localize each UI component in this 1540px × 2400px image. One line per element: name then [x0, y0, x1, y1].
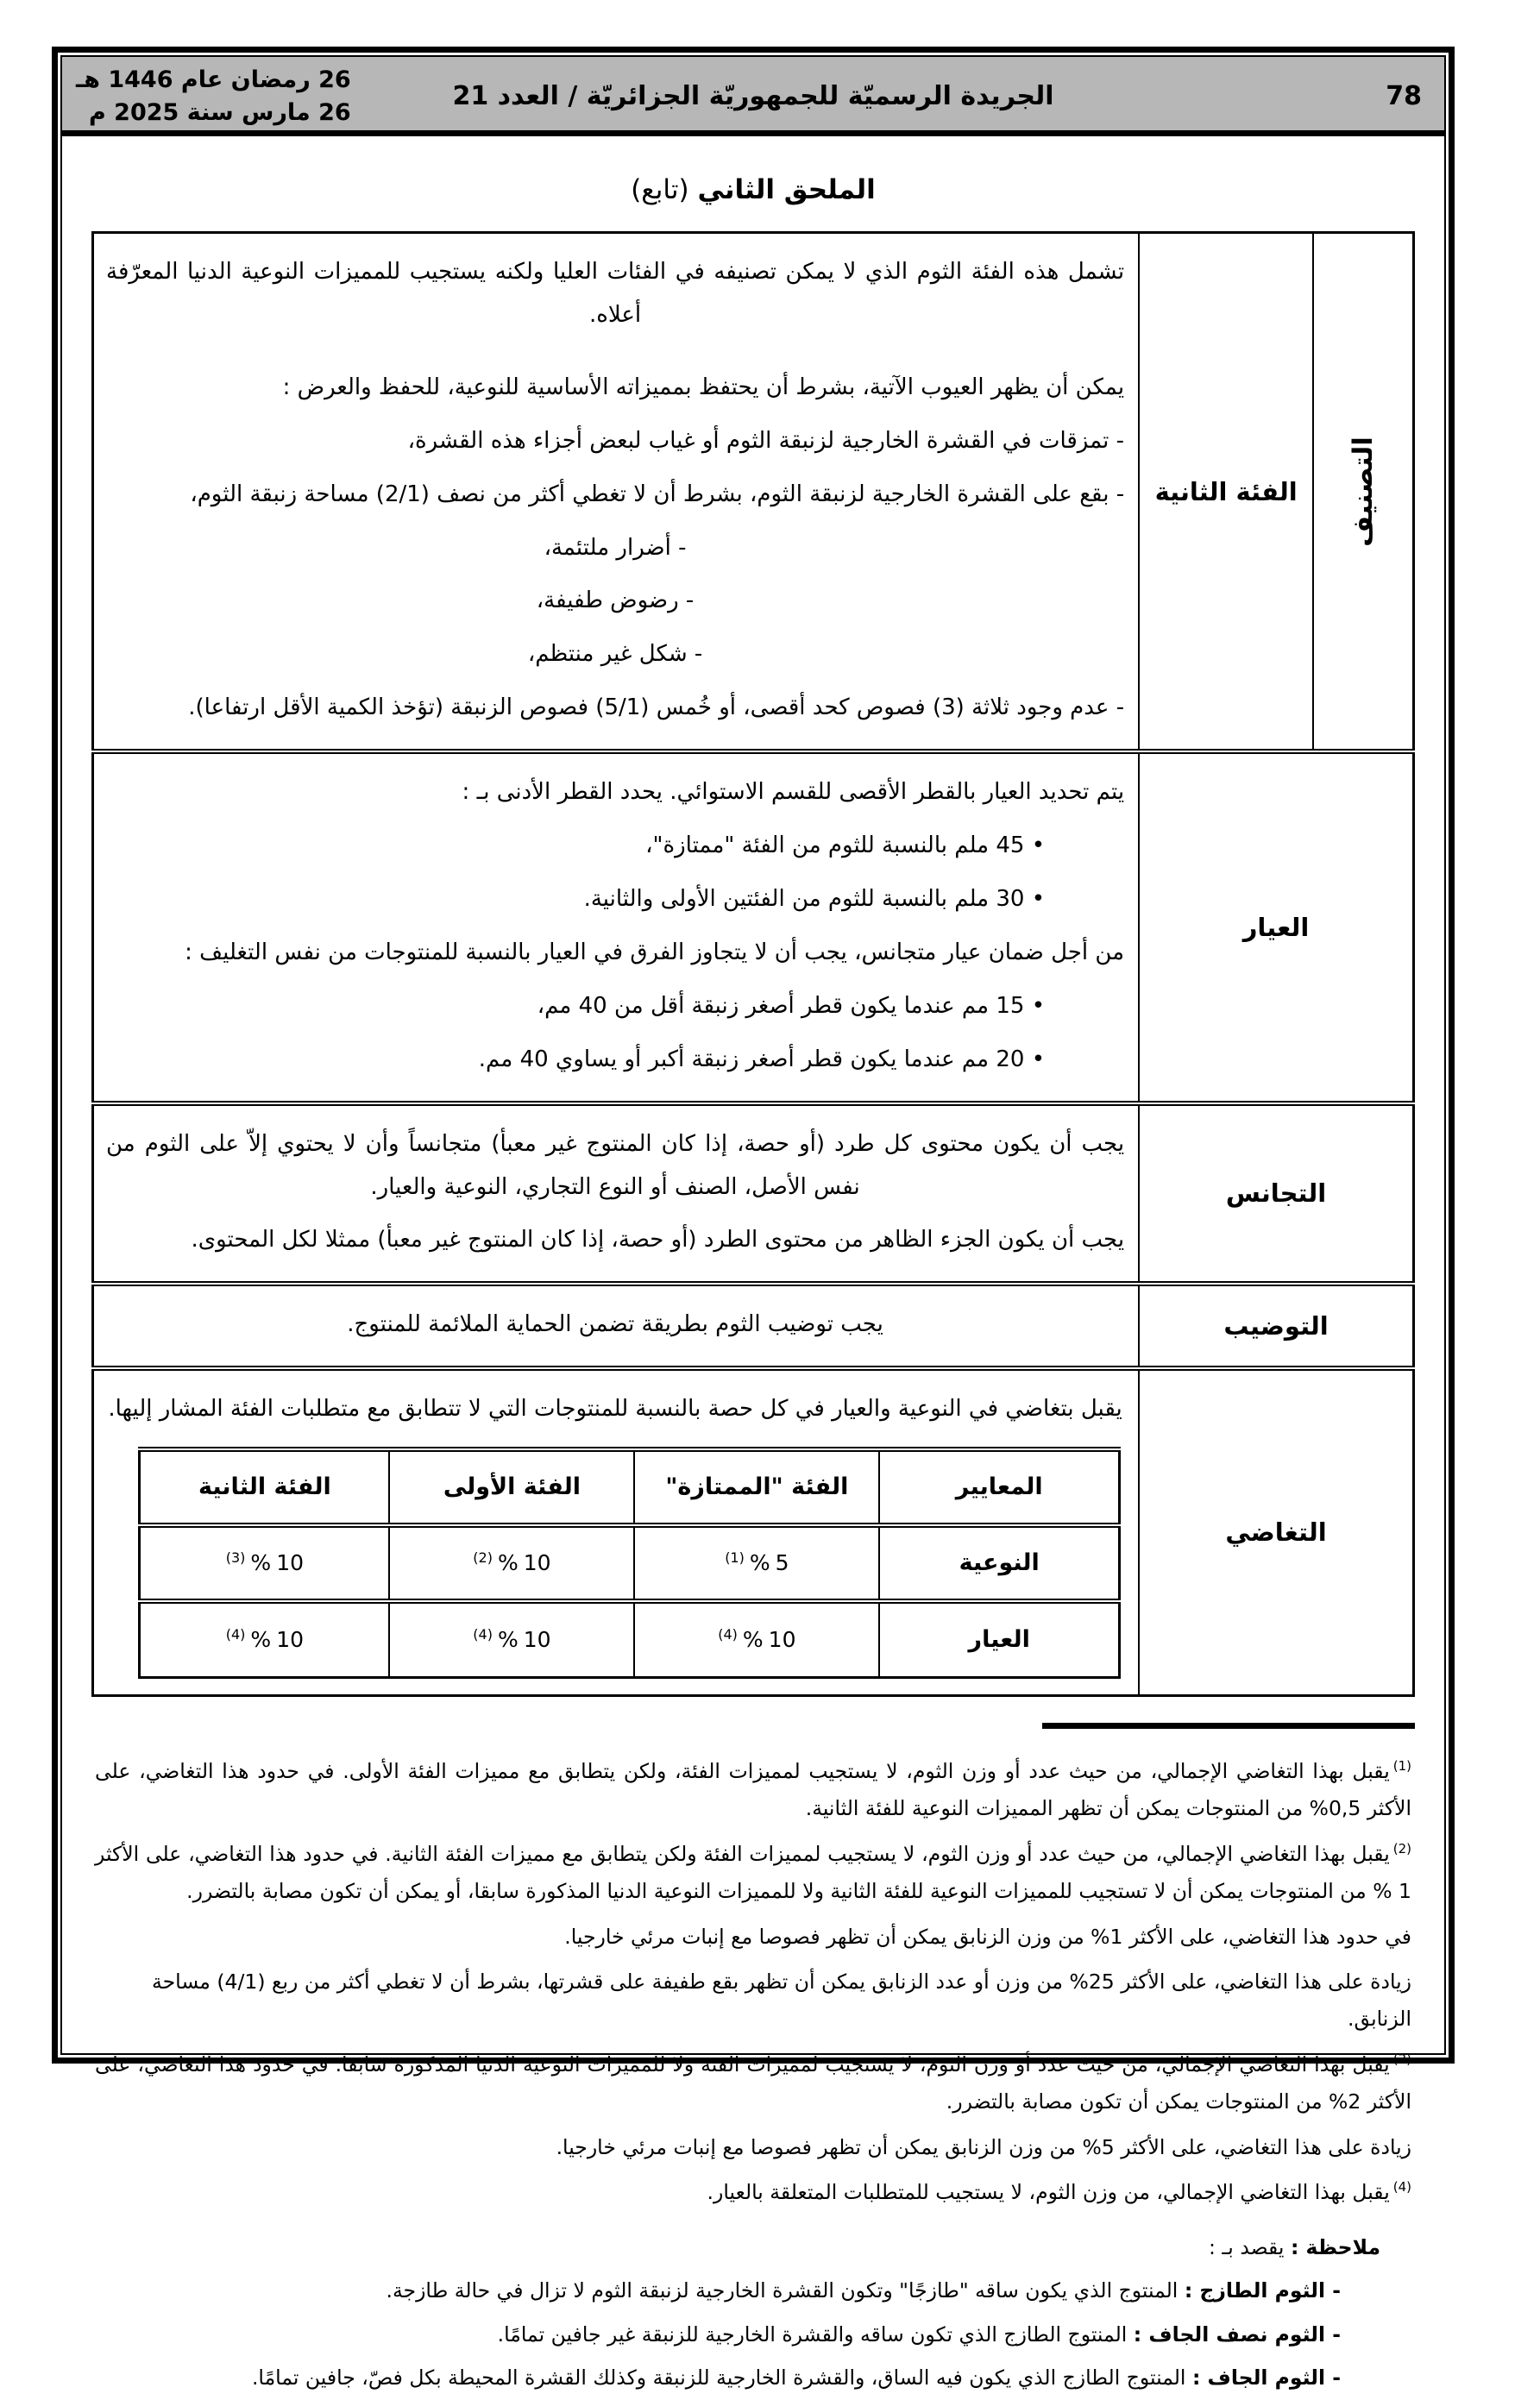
tolerance-value	[634, 1525, 879, 1601]
paragraph: يقبل بتغاضي في النوعية والعيار في كل حصة بالنسبة للمنتوجات التي لا تتطابق مع متطلبات الفئة المشار إليها.	[108, 1396, 1122, 1423]
date-hijri: 26 رمضان عام 1446 هـ	[76, 66, 351, 93]
note-term: - الثوم الطازج :	[1184, 2278, 1341, 2303]
note-definition: المنتوج الطازج الذي تكون ساقه والقشرة الخارجية للزنبقة غير جافين تمامًا.	[497, 2321, 1134, 2347]
tolerance-table	[138, 1447, 1121, 1679]
note-section	[91, 2226, 1415, 2400]
classification-rotated-cell	[1313, 233, 1413, 752]
list-item: - شكل غير منتظم،	[527, 641, 703, 668]
percent-sign: %	[250, 1626, 272, 1652]
column-header: الفئة الثانية	[140, 1449, 390, 1525]
note-heading	[95, 2226, 1380, 2270]
classification-rotated-label: التصنيف	[1348, 436, 1380, 547]
list-item: - عدم وجود ثلاثة (3) فصوص كحد أقصى، أو خُمس (5/1) فصوص الزنبقة (تؤخذ الكمية الأقل ارتفاعا).	[188, 694, 1125, 721]
footnote	[95, 2046, 1411, 2121]
percent-sign: %	[497, 1626, 519, 1652]
table-row	[140, 1525, 1120, 1601]
footnote-marker: (3)	[1392, 2051, 1411, 2068]
row-header: العيار	[879, 1601, 1119, 1677]
list-item: - أضرار ملتئمة،	[544, 534, 687, 561]
list-item: - تمزقات في القشرة الخارجية لزنبقة الثوم أو غياب لبعض أجزاء هذه القشرة،	[407, 427, 1125, 454]
paragraph: يتم تحديد العيار بالقطر الأقصى للقسم الاستوائي. يحدد القطر الأدنى بـ :	[462, 779, 1125, 806]
footnote-text: يقبل بهذا التغاضي الإجمالي، من وزن الثوم، لا يستجيب للمتطلبات المتعلقة بالعيار.	[707, 2180, 1390, 2205]
footnote-text: يقبل بهذا التغاضي الإجمالي، من حيث عدد أو وزن الثوم، لا يستجيب لمميزات الفئة ولكن يتطابق مع مميزات الفئة الثانية. في حدود هذا التغاضي، على الأكثر 1 % من المنتوجات يمكن أن لا تستجيب للمميزات النوعية للفئة الثانية ولا للمميزات النوعية الدنيا المذكورة سابقا، أو يمكن أن تكون مصابة بالتضرر.	[95, 1841, 1411, 1904]
footnote-ref: (2)	[473, 1549, 493, 1566]
annex-title	[91, 174, 1415, 205]
packaging-label: التوضيب	[1139, 1284, 1413, 1368]
page-number: 78	[1386, 81, 1422, 111]
paragraph: من أجل ضمان عيار متجانس، يجب أن لا يتجاوز الفرق في العيار بالنسبة للمنتوجات من نفس التغليف :	[185, 939, 1125, 965]
sizing-label: العيار	[1139, 751, 1413, 1103]
annex-title-suffix: (تابع)	[631, 174, 698, 205]
note-definition: المنتوج الذي يكون ساقه "طازجًا" وتكون القشرة الخارجية لزنبقة الثوم لا تزال في حالة طازجة.	[386, 2278, 1185, 2303]
column-header: الفئة "الممتازة"	[634, 1449, 879, 1525]
footnote-ref: (4)	[718, 1625, 738, 1643]
list-item: - رضوض طفيفة،	[536, 587, 695, 614]
gazette-header	[62, 57, 1444, 136]
date-gregorian: 26 مارس سنة 2025 م	[88, 99, 351, 126]
list-item: - بقع على القشرة الخارجية لزنبقة الثوم، بشرط أن لا تغطي أكثر من نصف (2/1) مساحة زنبقة الثوم،	[190, 481, 1125, 507]
percent-sign: %	[742, 1626, 764, 1652]
classification-table	[91, 231, 1415, 1697]
footnote	[95, 2174, 1411, 2211]
page-content	[62, 174, 1444, 2400]
row-homogeneity	[93, 1103, 1414, 1285]
footnote-text: يقبل بهذا التغاضي الإجمالي، من حيث عدد أو وزن الثوم، لا يستجيب لمميزات الفئة ولا للمميزات النوعية الدنيا المذكورة سابقا. في حدود هذا التغاضي، على الأكثر 2% من المنتوجات يمكن أن تكون مصابة بالتضرر.	[95, 2051, 1411, 2114]
footnote-ref: (4)	[225, 1625, 246, 1643]
row-sizing	[93, 751, 1414, 1103]
paragraph: تشمل هذه الفئة الثوم الذي لا يمكن تصنيفه في الفئات العليا ولكنه يستجيب للمميزات النوعية الدنيا المعرّفة أعلاه.	[106, 259, 1125, 328]
row-packaging	[93, 1284, 1414, 1368]
list-item: • 15 مم عندما يكون قطر أصغر زنبقة أقل من 40 مم،	[537, 992, 1046, 1019]
percent-sign: %	[250, 1550, 272, 1576]
footnotes	[91, 1753, 1415, 2212]
column-header: المعايير	[879, 1449, 1119, 1525]
note-item	[95, 2269, 1380, 2313]
column-header: الفئة الأولى	[389, 1449, 634, 1525]
second-category-label: الفئة الثانية	[1139, 233, 1313, 752]
footnote-ref: (3)	[225, 1549, 246, 1566]
annex-title-bold: الملحق الثاني	[697, 174, 876, 205]
list-item: • 45 ملم بالنسبة للثوم من الفئة "ممتازة"،	[645, 832, 1046, 859]
tolerance-value	[389, 1601, 634, 1677]
footnote-marker: (4)	[1392, 2179, 1411, 2196]
table-row	[140, 1601, 1120, 1677]
list-item: • 20 مم عندما يكون قطر أصغر زنبقة أكبر أو يساوي 40 مم.	[478, 1046, 1046, 1072]
footnote-continuation: زيادة على هذا التغاضي، على الأكثر 5% من وزن الزنابق يمكن أن تظهر فصوصا مع إنبات مرئي خارجيا.	[556, 2134, 1411, 2159]
note-item	[95, 2313, 1380, 2357]
paragraph: يمكن أن يظهر العيوب الآتية، بشرط أن يحتفظ بمميزاته الأساسية للنوعية، للحفظ والعرض :	[282, 374, 1125, 400]
footnote-marker: (1)	[1392, 1757, 1411, 1774]
footnote-ref: (1)	[725, 1549, 745, 1566]
packaging-text	[93, 1284, 1140, 1368]
tolerance-value	[389, 1525, 634, 1601]
row-header: النوعية	[879, 1525, 1119, 1601]
note-title: ملاحظة :	[1290, 2234, 1380, 2259]
value: 10	[523, 1550, 551, 1576]
footnote-ref: (4)	[473, 1625, 493, 1643]
row-tolerances	[93, 1368, 1414, 1695]
value: 10	[523, 1626, 551, 1652]
tolerances-label: التغاضي	[1139, 1368, 1413, 1695]
footnote-marker: (2)	[1392, 1840, 1411, 1857]
note-definition: المنتوج الطازج الذي يكون فيه الساق، والقشرة الخارجية للزنبقة وكذلك القشرة المحيطة بكل فصّ، جافين تمامًا.	[251, 2365, 1192, 2391]
homogeneity-label: التجانس	[1139, 1103, 1413, 1285]
value: 10	[768, 1626, 796, 1652]
note-item	[95, 2356, 1380, 2400]
second-category-text	[93, 233, 1140, 752]
paragraph: يجب أن يكون الجزء الظاهر من محتوى الطرد (أو حصة، إذا كان المنتوج غير معبأ) ممثلا لكل المحتوى.	[191, 1227, 1125, 1253]
tolerance-value	[140, 1601, 390, 1677]
note-term: - الثوم الجاف :	[1191, 2365, 1341, 2391]
journal-title: الجريدة الرسميّة للجمهوريّة الجزائريّة / العدد 21	[452, 81, 1054, 111]
note-term: - الثوم نصف الجاف :	[1133, 2321, 1341, 2347]
note-intro: يقصد بـ :	[1209, 2234, 1291, 2259]
tolerance-value	[140, 1525, 390, 1601]
value: 5	[775, 1550, 789, 1576]
homogeneity-text	[93, 1103, 1140, 1285]
footnote-separator	[1042, 1723, 1415, 1729]
percent-sign: %	[749, 1550, 770, 1576]
tolerances-text	[93, 1368, 1140, 1695]
footnote	[95, 1836, 1411, 1911]
footnote-text: يقبل بهذا التغاضي الإجمالي، من حيث عدد أو وزن الثوم، لا يستجيب لمميزات الفئة، ولكن يتطابق مع مميزات الفئة الأولى. في حدود هذا التغاضي، على الأكثر 0,5% من المنتوجات يمكن أن تظهر المميزات النوعية للفئة الثانية.	[95, 1758, 1411, 1821]
paragraph: يجب توضيب الثوم بطريقة تضمن الحماية الملائمة للمنتوج.	[347, 1311, 883, 1338]
sizing-text	[93, 751, 1140, 1103]
footnote	[95, 1753, 1411, 1828]
footnote-continuation: في حدود هذا التغاضي، على الأكثر 1% من وزن الزنابق يمكن أن تظهر فصوصا مع إنبات مرئي خارجيا.	[564, 1924, 1411, 1949]
value: 10	[276, 1626, 304, 1652]
list-item: • 30 ملم بالنسبة للثوم من الفئتين الأولى والثانية.	[583, 885, 1046, 912]
value: 10	[276, 1550, 304, 1576]
footnote-continuation: زيادة على هذا التغاضي، على الأكثر 25% من وزن أو عدد الزنابق يمكن أن تظهر بقع طفيفة على قشرتها، بشرط أن لا تغطي أكثر من ربع (4/1) مساحة الزنابق.	[152, 1969, 1411, 2032]
paragraph: يجب أن يكون محتوى كل طرد (أو حصة، إذا كان المنتوج غير معبأ) متجانساً وأن لا يحتوي إلاّ على الثوم من نفس الأصل، الصنف أو النوع التجاري، النوعية والعيار.	[106, 1130, 1125, 1200]
row-second-category	[93, 233, 1414, 752]
page-frame	[60, 55, 1446, 2391]
tolerance-value	[634, 1601, 879, 1677]
tolerance-header-row	[140, 1449, 1120, 1525]
percent-sign: %	[497, 1550, 519, 1576]
